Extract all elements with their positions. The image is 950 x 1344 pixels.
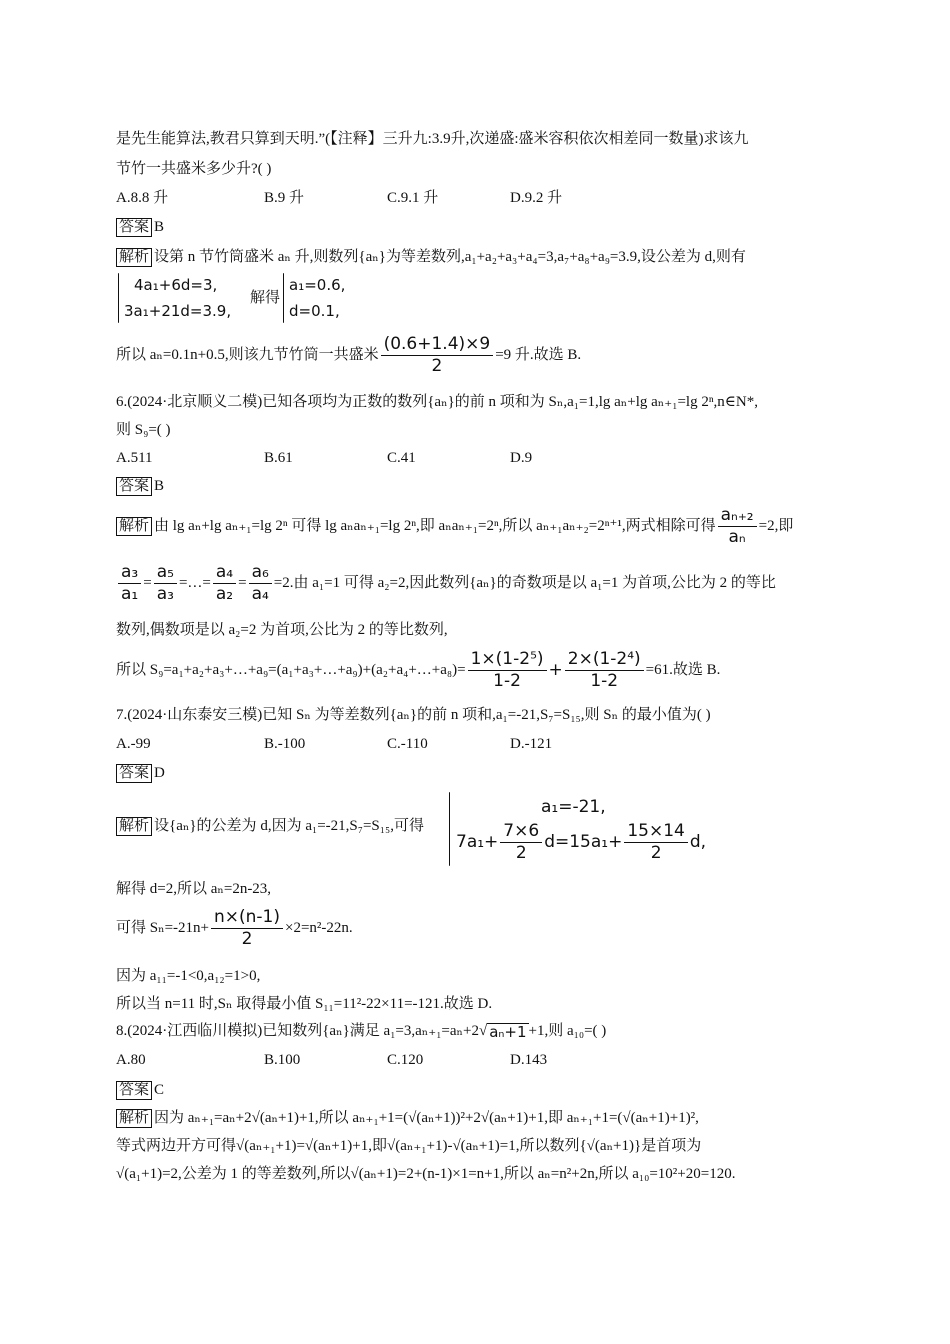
q8-analysis-line3: √(a₁+1)=2,公差为 1 的等差数列,所以√(aₙ+1)=2+(n-1)×1=n+1,所以 aₙ=n²+2n,所以 a₁₀=10²+20=120. — [116, 1166, 736, 1182]
solution2: d=0.1, — [289, 302, 340, 320]
choice-c: C.120 — [387, 1052, 424, 1068]
q7-analysis-line5: 所以当 n=11 时,Sₙ 取得最小值 S₁₁=11²-22×11=-121.故选 D. — [116, 996, 493, 1012]
q6-answer — [116, 477, 164, 496]
q7-choices — [116, 735, 816, 755]
q6-choices — [116, 449, 816, 469]
q7-analysis-line2: 解得 d=2,所以 aₙ=2n-23, — [116, 881, 272, 897]
answer-tag: 答案 — [116, 477, 152, 496]
choice-a: A.8.8 升 — [116, 190, 169, 206]
analysis-tag: 解析 — [116, 817, 152, 836]
fraction: $\frac{\text{aₙ₊₂}}{\text{aₙ}}$ — [718, 506, 757, 547]
answer-value: D — [154, 765, 165, 781]
fraction: $\frac{n\times(n-1)}{2}$ — [211, 908, 283, 949]
prev-stem-line1: 是先生能算法,教君只算到天明.”(【注释】三升九:3.9升,次递盛:盛米容积依次相差同一数量)求该九 — [116, 131, 749, 147]
prev-analysis-line1: 解析 设第 n 节竹筒盛米 aₙ 升,则数列{aₙ}为等差数列,a₁+a₂+a₃+a₄=3,a₇+a₈+a₉=3.9,设公差为 d,则有 — [116, 248, 746, 267]
answer-tag: 答案 — [116, 1081, 152, 1100]
fraction: $\frac{\text{a₃}}{\text{a₁}}$ — [118, 563, 141, 604]
analysis-tag: 解析 — [116, 1109, 152, 1128]
solve-word: 解得 — [250, 290, 281, 306]
choice-d: D.9 — [510, 450, 533, 466]
fraction: $\frac{(0.6+1.4)\times 9}{2}$ — [381, 335, 494, 376]
answer-value: B — [154, 478, 165, 494]
choice-a: A.511 — [116, 450, 153, 466]
q7-stem: 7.(2024·山东泰安三模)已知 Sₙ 为等差数列{aₙ}的前 n 项和,a₁=-21,S₇=S₁₅,则 Sₙ 的最小值为( ) — [116, 707, 711, 723]
q6-stem-line1: 6.(2024·北京顺义二模)已知各项均为正数的数列{aₙ}的前 n 项和为 Sₙ,a₁=1,lg aₙ+lg aₙ₊₁=lg 2ⁿ,n∈N*, — [116, 394, 758, 410]
left-brace — [283, 273, 284, 323]
choice-c: C.9.1 升 — [387, 190, 439, 206]
choice-b: B.9 升 — [264, 190, 305, 206]
left-brace — [449, 792, 450, 866]
system-eq1: 4a₁+6d=3, — [134, 276, 218, 294]
fraction: $\frac{\text{a₅}}{\text{a₃}}$ — [154, 563, 177, 604]
q6-stem-line2: 则 S₉=( ) — [116, 422, 171, 438]
choice-b: B.-100 — [264, 736, 306, 752]
choice-c: C.41 — [387, 450, 416, 466]
q6-analysis-line4: 所以 S₉=a₁+a₂+a₃+…+a₉=(a₁+a₃+…+a₉)+(a₂+a₄+…+a₈)= $\frac{\text{1×(1-2⁵)}}{1-2}$ + $\frac{\text{2×(1-2⁴)}}{1-2}$ =61.故选 B. — [116, 649, 721, 691]
q8-analysis-line2: 等式两边开方可得√(aₙ₊₁+1)=√(aₙ+1)+1,即√(aₙ₊₁+1)-√(aₙ+1)=1,所以数列{√(aₙ+1)}是首项为 — [116, 1138, 702, 1154]
left-brace — [118, 273, 119, 323]
answer-tag: 答案 — [116, 218, 152, 237]
choice-a: A.80 — [116, 1052, 146, 1068]
choice-b: B.61 — [264, 450, 293, 466]
q8-answer — [116, 1081, 164, 1100]
q8-choices — [116, 1051, 816, 1071]
choice-a: A.-99 — [116, 736, 151, 752]
q8-analysis-line1: 解析 因为 aₙ₊₁=aₙ+2√(aₙ+1)+1,所以 aₙ₊₁+1=(√(aₙ+1))²+2√(aₙ+1)+1,即 aₙ₊₁+1=(√(aₙ+1)+1)², — [116, 1109, 699, 1128]
prev-stem-line2: 节竹一共盛米多少升?( ) — [116, 161, 272, 177]
q6-analysis-line1: 解析 由 lg aₙ+lg aₙ₊₁=lg 2ⁿ 可得 lg aₙaₙ₊₁=lg 2ⁿ,即 aₙaₙ₊₁=2ⁿ,所以 aₙ₊₁aₙ₊₂=2ⁿ⁺¹,两式相除可得 $\frac{\text{aₙ₊₂}}{\text{aₙ}}$ =2,即 — [116, 506, 793, 547]
q8-stem: 8.(2024·江西临川模拟)已知数列{aₙ}满足 a₁=3,aₙ₊₁=aₙ+2 √ aₙ+1 +1,则 a₁₀=( ) — [116, 1022, 607, 1041]
prev-choices — [116, 189, 816, 209]
solution1: a₁=0.6, — [289, 276, 346, 294]
analysis-tag: 解析 — [116, 517, 152, 536]
fraction: $\frac{\text{2×(1-2⁴)}}{1-2}$ — [565, 650, 644, 691]
system-eq1: a₁=-21, — [541, 797, 606, 817]
fraction: $\frac{15\times 14}{2}$ — [624, 822, 688, 863]
answer-value: B — [154, 219, 165, 235]
answer-tag: 答案 — [116, 764, 152, 783]
q7-analysis-line4: 因为 a₁₁=-1<0,a₁₂=1>0, — [116, 968, 261, 984]
radical-sign-icon: √ — [479, 1023, 488, 1039]
prev-answer — [116, 218, 164, 237]
q7-answer — [116, 764, 165, 783]
choice-d: D.9.2 升 — [510, 190, 563, 206]
fraction: $\frac{\text{a₄}}{\text{a₂}}$ — [213, 563, 236, 604]
q6-analysis-line3: 数列,偶数项是以 a₂=2 为首项,公比为 2 的等比数列, — [116, 622, 448, 638]
choice-d: D.-121 — [510, 736, 553, 752]
system-eq2: 3a₁+21d=3.9, — [124, 302, 232, 320]
system-eq2: 7a₁+ $\frac{7\times 6}{2}$ d=15a₁+ $\frac{15\times 14}{2}$ d, — [456, 821, 707, 863]
fraction: $\frac{\text{a₆}}{\text{a₄}}$ — [249, 563, 272, 604]
answer-value: C — [154, 1082, 165, 1098]
prev-analysis-last: 所以 aₙ=0.1n+0.5,则该九节竹筒一共盛米 $\frac{(0.6+1.4)\times 9}{2}$ =9 升.故选 B. — [116, 334, 582, 376]
choice-c: C.-110 — [387, 736, 428, 752]
fraction: $\frac{\text{1×(1-2⁵)}}{1-2}$ — [468, 650, 547, 691]
choice-b: B.100 — [264, 1052, 301, 1068]
q7-analysis-line1: 解析 设{aₙ}的公差为 d,因为 a₁=-21,S₇=S₁₅,可得 — [116, 817, 424, 836]
analysis-tag: 解析 — [116, 248, 152, 267]
q7-analysis-line3: 可得 Sₙ=-21n+ $\frac{n\times(n-1)}{2}$ ×2=n²-22n. — [116, 907, 353, 949]
choice-d: D.143 — [510, 1052, 548, 1068]
fraction: $\frac{7\times 6}{2}$ — [500, 822, 542, 863]
q6-analysis-line2: $\frac{\text{a₃}}{\text{a₁}}$ = $\frac{\text{a₅}}{\text{a₃}}$ =…= $\frac{\text{a₄}}{\text{a₂}}$ = $\frac{\text{a₆}}{\text{a₄}}$ =2.由 a₁=1 可得 a₂=2,因此数列{aₙ}的奇数项是以 a₁=1 为首项,公比为 2 的等比 — [116, 563, 776, 604]
